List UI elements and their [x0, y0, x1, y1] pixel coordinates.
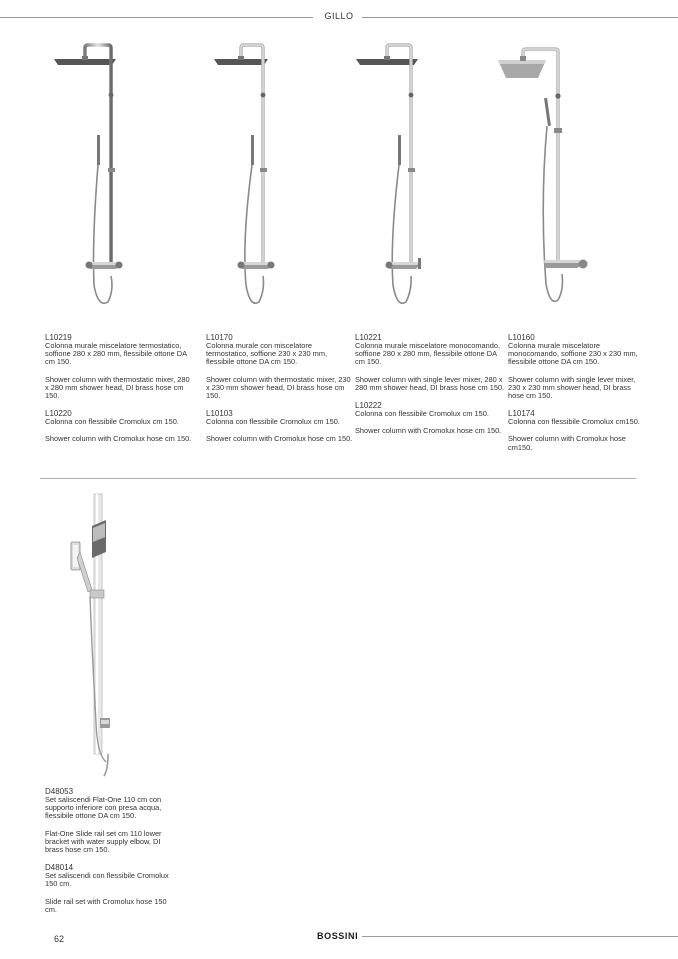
- product-alt-desc-it: Colonna con flessibile Cromolux cm 150.: [206, 417, 340, 427]
- product-desc-it: Colonna murale miscelatore termostatico, soffione 280 x 280 mm, flessibile ottone DA cm 150.: [45, 341, 187, 367]
- product-card: [206, 333, 356, 453]
- product-code: L10170: [206, 333, 233, 342]
- product-alt-code: L10103: [206, 409, 233, 419]
- product-desc-en: Shower column with thermostatic mixer, 280 x 280 mm shower head, DI brass hose cm 150.: [45, 374, 190, 401]
- header-rule-left: [0, 17, 313, 18]
- product-card: [508, 333, 640, 461]
- product-alt-desc-it: Colonna con flessibile Cromolux cm150.: [508, 417, 640, 427]
- section-divider: [40, 478, 636, 479]
- thermostatic-shower-column-icon: [48, 40, 128, 315]
- single-lever-shower-column-icon: [494, 44, 594, 319]
- product-alt-code: L10222: [355, 401, 382, 411]
- product-desc-en: Shower column with single lever mixer, 230 x 230 mm shower head, DI brass hose cm 150.: [508, 374, 636, 401]
- footer-rule: [362, 936, 678, 937]
- product-card: [355, 333, 505, 444]
- product-alt-code: L10220: [45, 409, 72, 419]
- brand-logo: BOSSINI: [317, 931, 359, 941]
- product-alt-desc-it: Set saliscendi con flessibile Cromolux 150 cm.: [45, 871, 169, 889]
- product-alt-desc-en: Shower column with Cromolux hose cm 150.: [206, 434, 353, 444]
- slide-rail-set-icon: [66, 492, 136, 778]
- product-alt-code: D48014: [45, 863, 74, 873]
- thermostatic-shower-column-icon: [206, 40, 286, 315]
- header-rule-right: [362, 17, 678, 18]
- product-code: L10221: [355, 333, 382, 342]
- product-code: D48053: [45, 787, 74, 796]
- product-code: L10160: [508, 333, 535, 342]
- product-desc-en: Flat-One Slide rail set cm 110 lower bracket with water supply elbow, DI brass hose cm 150.: [45, 828, 162, 855]
- product-card: [45, 333, 195, 453]
- product-desc-en: Shower column with single lever mixer, 280 x 280 mm shower head, DI brass hose cm 150.: [355, 374, 505, 392]
- product-desc-it: Set saliscendi Flat-One 110 cm con supporto inferiore con presa acqua, flessibile ottone DA cm 150.: [45, 795, 162, 821]
- product-alt-desc-en: Shower column with Cromolux hose cm 150.: [355, 426, 502, 436]
- product-alt-desc-it: Colonna con flessibile Cromolux cm 150.: [45, 417, 179, 427]
- product-alt-desc-en: Slide rail set with Cromolux hose 150 cm.: [45, 896, 167, 914]
- product-desc-en: Shower column with thermostatic mixer, 230 x 230 mm shower head, DI brass hose cm 150.: [206, 374, 351, 401]
- product-alt-desc-en: Shower column with Cromolux hose cm 150.: [45, 434, 192, 444]
- product-code: L10219: [45, 333, 72, 342]
- product-card: [45, 787, 180, 923]
- product-alt-desc-en: Shower column with Cromolux hose cm150.: [508, 434, 626, 452]
- product-desc-it: Colonna murale miscelatore monocomando, soffione 230 x 230 mm, flessibile ottone DA cm 150.: [508, 341, 638, 367]
- page-number: 62: [54, 934, 65, 944]
- page-title: GILLO: [324, 11, 354, 21]
- product-alt-desc-it: Colonna con flessibile Cromolux cm 150.: [355, 409, 489, 419]
- product-desc-it: Colonna murale miscelatore monocomando, soffione 280 x 280 mm, flessibile ottone DA cm 150.: [355, 341, 501, 367]
- product-desc-it: Colonna murale con miscelatore termostatico, soffione 230 x 230 mm, flessibile ottone DA cm 150.: [206, 341, 328, 367]
- single-lever-shower-column-icon: [350, 40, 430, 315]
- product-alt-code: L10174: [508, 409, 535, 419]
